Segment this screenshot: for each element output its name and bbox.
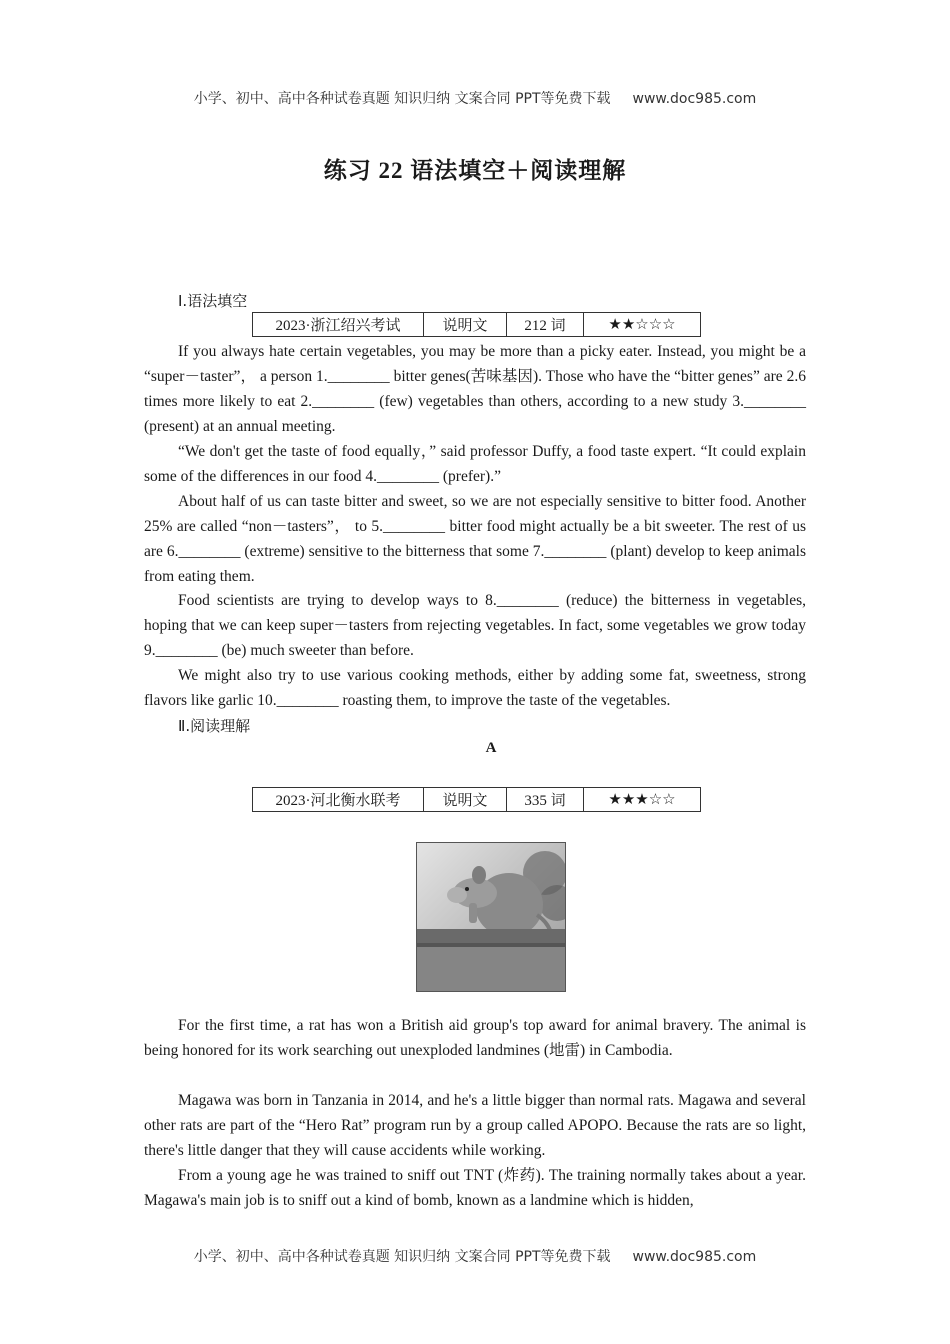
- rat-photo-illustration: [417, 843, 565, 991]
- meta-words: 335 词: [507, 788, 584, 812]
- section2-heading: Ⅱ.阅读理解: [178, 717, 251, 735]
- s2-paragraph-3: From a young age he was trained to sniff out TNT (炸药). The training normally takes about a year. Magawa's main job is to sniff out a kind of bomb, known as a landmine which is hidden,: [144, 1167, 806, 1209]
- s1-paragraph-2: “We don't get the taste of food equally，” said professor Duffy, a food taste expert. “It could explain some of the differences in our food 4.________ (prefer).”: [144, 443, 806, 485]
- meta-source: 2023·河北衡水联考: [253, 788, 424, 812]
- page-footer: [0, 1246, 950, 1266]
- s2-paragraph-2: Magawa was born in Tanzania in 2014, and he's a little bigger than normal rats. Magawa and several other rats are part of the “Hero Rat” program run by a group called APOPO. Because the rats are so light, there's little danger that they will cause accidents while working.: [144, 1092, 806, 1159]
- header-url[interactable]: www.doc985.com: [632, 91, 757, 107]
- s1-paragraph-5: We might also try to use various cooking methods, either by adding some fat, sweetness, strong flavors like garlic 10.________ roasting them, to improve the taste of the vegetables.: [144, 667, 806, 709]
- s1-paragraph-4: Food scientists are trying to develop ways to 8.________ (reduce) the bitterness in vegetables, hoping that we can keep super－tasters from rejecting vegetables. In fact, some vegetables we grow today 9.________ (be) much sweeter than before.: [144, 592, 806, 659]
- s2-paragraph-1: For the first time, a rat has won a British aid group's top award for animal bravery. The animal is being honored for its work searching out unexploded landmines (地雷) in Cambodia.: [144, 1017, 806, 1059]
- meta-stars: ★★☆☆☆: [584, 313, 701, 337]
- meta-stars: ★★★☆☆: [584, 788, 701, 812]
- section1-heading: Ⅰ.语法填空: [178, 292, 248, 310]
- section2-meta-table: [252, 787, 701, 812]
- header-text: 小学、初中、高中各种试卷真题 知识归纳 文案合同 PPT等免费下载: [193, 91, 611, 107]
- meta-words: 212 词: [507, 313, 584, 337]
- footer-text: 小学、初中、高中各种试卷真题 知识归纳 文案合同 PPT等免费下载: [193, 1249, 611, 1265]
- section1-meta-table: [252, 312, 701, 337]
- meta-type: 说明文: [424, 313, 507, 337]
- rat-photo: [416, 842, 566, 992]
- s1-paragraph-3: About half of us can taste bitter and sweet, so we are not especially sensitive to bitter food. Another 25% are called “non－tasters”， to 5.________ bitter food might actually be a bit sweeter. The rest of us are 6.________ (extreme) sensitive to the bitterness that some 7.________ (plant) develop to keep animals from eating them.: [144, 493, 806, 585]
- page-title: 练习 22 语法填空＋阅读理解: [323, 158, 627, 183]
- footer-url[interactable]: www.doc985.com: [632, 1249, 757, 1265]
- section2-part-label: A: [485, 740, 497, 756]
- meta-type: 说明文: [424, 788, 507, 812]
- page-header: [0, 88, 950, 108]
- meta-source: 2023·浙江绍兴考试: [253, 313, 424, 337]
- s1-paragraph-1: If you always hate certain vegetables, you may be more than a picky eater. Instead, you might be a “super－taster”， a person 1.________ bitter genes(苦味基因). Those who have the “bitter genes” are 2.6 times more likely to eat 2.________ (few) vegetables than others, according to a new study 3.________ (present) at an annual meeting.: [144, 343, 806, 435]
